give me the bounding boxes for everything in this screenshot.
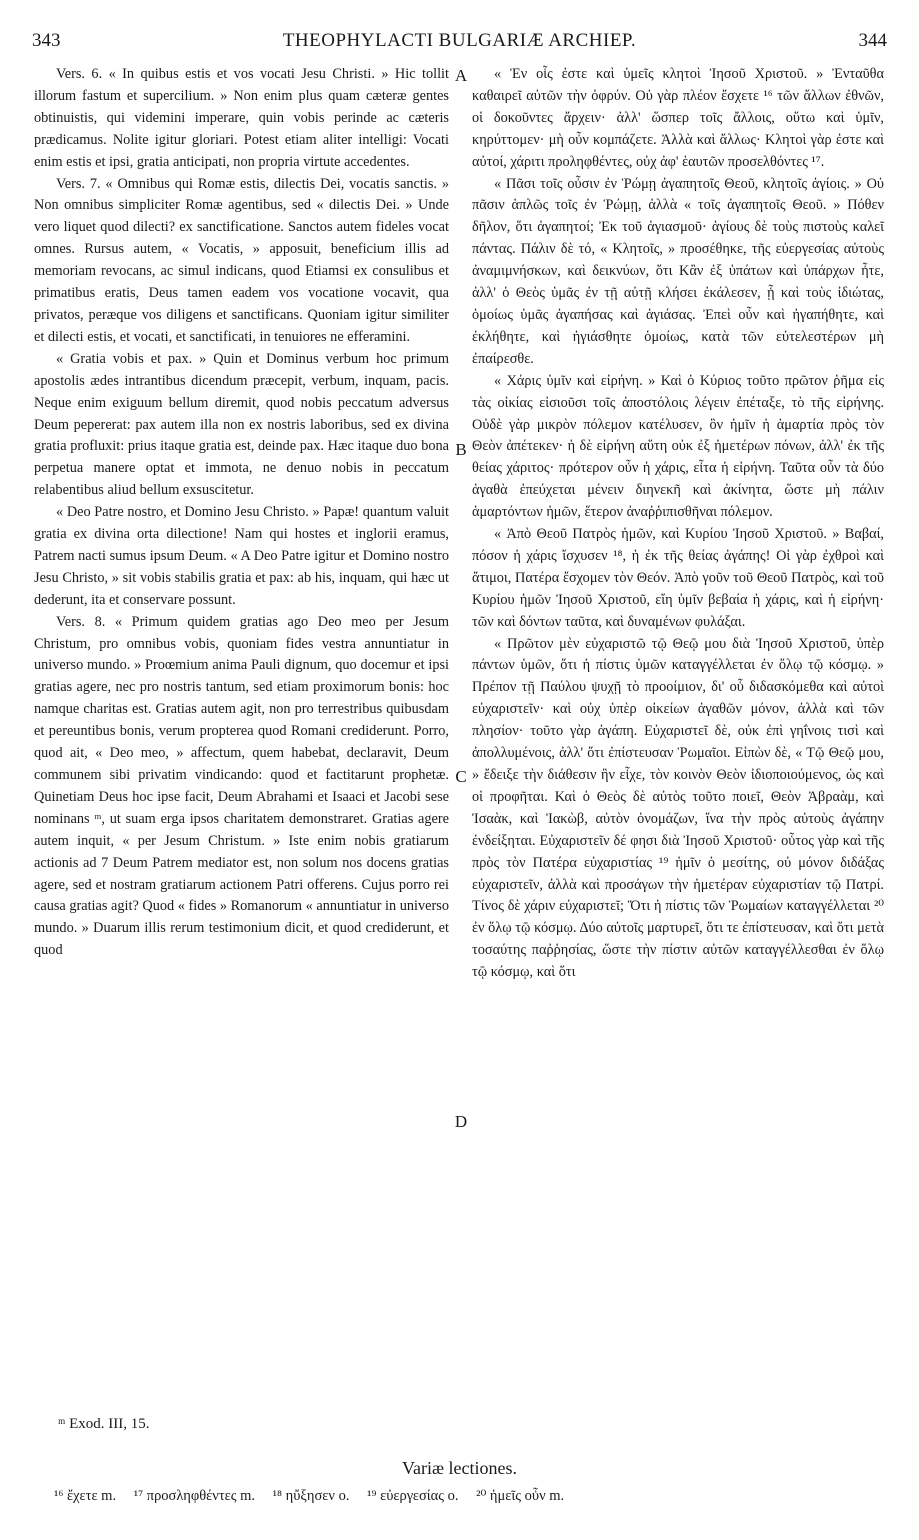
page-number-left: 343: [32, 30, 61, 51]
latin-paragraph: Vers. 7. « Omnibus qui Romæ estis, dilectis Dei, vocatis sanctis. » Non omnibus simpliciter Romæ agentibus, sed « dilectis Dei. » Unde vero liquet quod dilecti? ex sanctificatione. Sanctos autem fideles vocat omnes. Rursus autem, « Vocatis, » apposuit, beneficium illis ad memoriam revocans, ac simul indicans, quod Etiamsi ex consulibus et primatibus eratis, Deus tamen eadem vos vocatione vocavit, qua privatos, peræque vos diligens et sanctificans. Quoniam igitur similiter et dilecti estis, et vocati, et sanctificati, in tenuiores ne efferamini.: [34, 175, 449, 345]
greek-paragraph: « Ἐν οἷς ἐστε καὶ ὑμεῖς κλητοὶ Ἰησοῦ Χριστοῦ. » Ἐνταῦθα καθαιρεῖ αὐτῶν τὴν ὀφρύν. Οὐ γὰρ πλέον ἔσχετε ¹⁶ τῶν ἄλλων ἐθνῶν, οἱ δοκοῦντες ἄρχειν· ἀλλ' ὥσπερ τοῖς ἄλλοις, οὕτω καὶ ὑμῖν, κηρύττομεν· μὴ οὖν κομπάζετε. Ἀλλὰ καὶ ἄλλως· Κλητοὶ γὰρ ἐστε καὶ αὐτοί, χάριτι προληφθέντες, οὐχ ἀφ' ἑαυτῶν προσελθόντες ¹⁷.: [472, 66, 884, 170]
latin-paragraph: Vers. 8. « Primum quidem gratias ago Deo meo per Jesum Christum, pro omnibus vobis, quoniam fides vestra annuntiatur in universo mundo. » Proœmium anima Pauli dignum, quo docemur et ipsi gratias agere, nec pro nostris tantum, sed etiam proximorum bonis: hoc namque charitas est. Gratias autem agit, non pro terrestribus quibusdam et pereuntibus bonis, verum propterea quod Romani crediderunt. Porro, quod ait, « Deo meo, » affectum, quem habebat, declaravit, Deum communem sibi privatim vindicando: quod et factitarunt prophetæ. Quinetiam Deus hoc ipse facit, Deum Abrahami et Isaaci et Jacobi sese nominans ᵐ, ut suam erga ipsos charitatem demonstraret. Gratias agere autem inquit, « per Jesum Christum. » Iste enim nobis gratiarum actionis ad 7 Deum Patrem mediator est, non solum nos docens gratias agere, sed et nostram gratiarum actionem Patri offerens. Cujus porro rei causa gratias agit? Quod « fides » Romanorum « annuntiatur in universo mundo. » Duarum illis rerum testimonium dicit, et quod crediderunt, et quod: [34, 613, 449, 959]
variant-reading: ²⁰ ἡμεῖς οὖν m.: [476, 1488, 565, 1504]
greek-paragraph: « Πρῶτον μὲν εὐχαριστῶ τῷ Θεῷ μου διὰ Ἰησοῦ Χριστοῦ, ὑπὲρ πάντων ὑμῶν, ὅτι ἡ πίστις ὑμῶν καταγγέλλεται ἐν ὅλῳ τῷ κόσμῳ. » Πρέπον τῇ Παύλου ψυχῇ τὸ προοίμιον, δι' οὗ διδασκόμεθα καὶ αὐτοὶ εὐχαριστεῖν· καὶ οὐχ ὑπὲρ οἰκείων ἀγαθῶν μόνον, ἀλλὰ καὶ τῶν πλησίον· τοῦτο γὰρ ἀγάπη. Εὐχαριστεῖ δὲ, οὐκ ἐπὶ γηΐνοις τισὶ καὶ ἀπολλυμένοις, ἀλλ' ὅτι ἐπίστευσαν Ῥωμαῖοι. Εἰπὼν δὲ, « Τῷ Θεῷ μου, » ἔδειξε τὴν διάθεσιν ἣν εἶχε, τὸν κοινὸν Θεὸν ἰδιοποιούμενος, ὡς καὶ οἱ προφῆται. Καὶ ὁ Θεὸς δὲ αὐτὸς τοῦτο ποιεῖ, Θεὸν Ἀβραὰμ, καὶ Ἰσαὰκ, καὶ Ἰακὼβ, αὐτὸν ὀνομάζων, ἵνα τὴν πρὸς αὐτοὺς ἀγάπην ἐνδείξηται. Εὐχαριστεῖν δέ φησι διὰ Ἰησοῦ Χριστοῦ· οὗτος γὰρ καὶ τῆς πρὸς τὸν Πατέρα εὐχαριστίας ¹⁹ ἡμῖν ὁ μεσίτης, οὐ μόνον διδάξας εὐχαριστεῖν, ἀλλὰ καὶ προσάγων τὴν ἡμετέραν εὐχαριστίαν τῷ Πατρί. Τίνος δὲ χάριν εὐχαριστεῖ; Ὅτι ἡ πίστις τῶν Ῥωμαίων καταγγέλλεται ²⁰ ἐν ὅλῳ τῷ κόσμῳ. Δύο αὐτοῖς μαρτυρεῖ, ὅτι τε ἐπίστευσαν, καὶ ὅτι μετὰ τοσαύτης παῤῥησίας, ὥστε τὴν πίστιν αὐτῶν καταγγέλλεσθαι ἐν ὅλῳ τῷ κόσμῳ, καὶ ὅτι: [472, 635, 884, 981]
variant-reading: ¹⁶ ἔχετε m.: [54, 1488, 117, 1504]
latin-column: [34, 64, 449, 962]
page-header: [32, 30, 887, 56]
margin-marker-a: A: [454, 66, 468, 85]
variae-lectiones-list: [54, 1488, 578, 1505]
page-number-right: 344: [858, 30, 887, 51]
footnote: ᵐ Exod. III, 15.: [58, 1416, 150, 1432]
greek-paragraph: « Πᾶσι τοῖς οὖσιν ἐν Ῥώμῃ ἀγαπητοῖς Θεοῦ, κλητοῖς ἁγίοις. » Οὐ πᾶσιν ἁπλῶς τοῖς ἐν Ῥώμῃ, ἀλλὰ « τοῖς ἀγαπητοῖς Θεοῦ. » Πόθεν δῆλον, ὅτι ἀγαπητοί; Ἐκ τοῦ ἁγιασμοῦ· ἁγίους δὲ τοὺς πιστοὺς καλεῖ πάντας. Πάλιν δὲ τό, « Κλητοῖς, » προσέθηκε, τῆς εὐεργεσίας αὐτοὺς ἀναμιμνήσκων, καὶ δεικνύων, ὅτι Κἂν ἐξ ὑπάτων καὶ ὑπάρχων ἦτε, ἀλλ' ὁ Θεὸς ὑμᾶς ἐν τῇ αὐτῇ κλήσει ἐκάλεσεν, ᾗ καὶ τοὺς ἰδιώτας, ὁμοίως ὑμᾶς ἀγαπήσας καὶ ἁγιάσας. Ἐπεὶ οὖν καὶ ἠγαπήθητε, καὶ ἐκλήθητε, καὶ ἡγιάσθητε ὁμοίως, κατὰ τῶν εὐτελεστέρων μὴ ἐπαίρεσθε.: [472, 175, 884, 367]
greek-paragraph: « Χάρις ὑμῖν καὶ εἰρήνη. » Καὶ ὁ Κύριος τοῦτο πρῶτον ῥῆμα εἰς τὰς οἰκίας εἰσιοῦσι τοῖς ἀποστόλοις λέγειν ἐπέταξε, τὸ τῆς εἰρήνης. Οὐδὲ γὰρ μικρὸν πόλεμον κατέλυσεν, ὃν ἡμῖν ἡ ἁμαρτία πρὸς τὸν Θεὸν ἀπέτεκεν· ἡ δὲ εἰρήνη αὕτη οὐκ ἐξ ἡμετέρων πόνων, ἀλλ' ἐκ τῆς θείας χάριτος· πρότερον οὖν ἡ χάρις, εἶτα ἡ εἰρήνη. Ταῦτα οὖν τὰ δύο ἀγαθὰ ἐπεύχεται μένειν διηνεκῆ καὶ ἀκίνητα, ὥστε μὴ πάλιν ἁμαρτόντων ἡμῶν, ἕτερον ἀναῤῥιπισθῆναι πόλεμον.: [472, 372, 884, 521]
variant-reading: ¹⁸ ηὔξησεν o.: [272, 1488, 350, 1504]
margin-marker-d: D: [454, 1112, 468, 1131]
margin-marker-c: C: [455, 767, 467, 786]
greek-column: [472, 64, 884, 984]
margin-marker-b: B: [455, 440, 467, 459]
latin-paragraph: « Gratia vobis et pax. » Quin et Dominus verbum hoc primum apostolis ædes intrantibus dicendum præcepit, verbum, inquam, pacis. Neque enim exiguum bellum diremit, quod nobis peccatum adversus Deum pepererat: pax autem illa non ex nostris laboribus, sed ex divina gratia profluxit: prius itaque gratia est, deinde pax. Hæc itaque duo bona perpetua manere optat et immota, ne denuo nobis in peccatum relabentibus aliud bellum exsuscitetur.: [34, 350, 449, 499]
latin-paragraph: « Deo Patre nostro, et Domino Jesu Christo. » Papæ! quantum valuit gratia ex divina orta dilectione! Nam qui hostes et inglorii eramus, Patrem nacti sumus ipsum Deum. « A Deo Patre igitur et Domino nostro Jesu Christo, » sit vobis stabilis gratia et pax: ab his, inquam, qui hæc ut dederunt, ita et conservare possunt.: [34, 504, 449, 608]
running-title: THEOPHYLACTI BULGARIÆ ARCHIEP.: [282, 30, 637, 51]
greek-paragraph: « Ἀπὸ Θεοῦ Πατρὸς ἡμῶν, καὶ Κυρίου Ἰησοῦ Χριστοῦ. » Βαβαί, πόσον ἡ χάρις ἴσχυσεν ¹⁸, ἡ ἐκ τῆς θείας ἀγάπης! Οἱ γὰρ ἐχθροὶ καὶ ἄτιμοι, Πατέρα ἔσχομεν τὸν Θεόν. Ἀπὸ γοῦν τοῦ Θεοῦ Πατρὸς, καὶ τοῦ Κυρίου ἡμῶν Ἰησοῦ Χριστοῦ, εἴη ὑμῖν βεβαία ἡ χάρις, καὶ ἡ εἰρήνη· τῶν καὶ δόντων ταῦτα, καὶ δυναμένων φυλάξαι.: [472, 526, 884, 630]
variant-reading: ¹⁷ προσληφθέντες m.: [133, 1488, 256, 1504]
variae-lectiones-heading: Variæ lectiones.: [402, 1458, 517, 1478]
variant-reading: ¹⁹ εὐεργεσίας o.: [367, 1488, 459, 1504]
latin-paragraph: Vers. 6. « In quibus estis et vos vocati Jesu Christi. » Hic tollit illorum fastum et supercilium. » Non enim plus quam cæteræ gentes obtinuistis, qui videmini imperare, quin vobis perinde ac cæteris prædicamus. Nolite igitur gloriari. Potest etiam aliter intelligi: Vocati enim estis et ipsi, gratia anticipati, non propria virtute accedentes.: [34, 66, 449, 170]
